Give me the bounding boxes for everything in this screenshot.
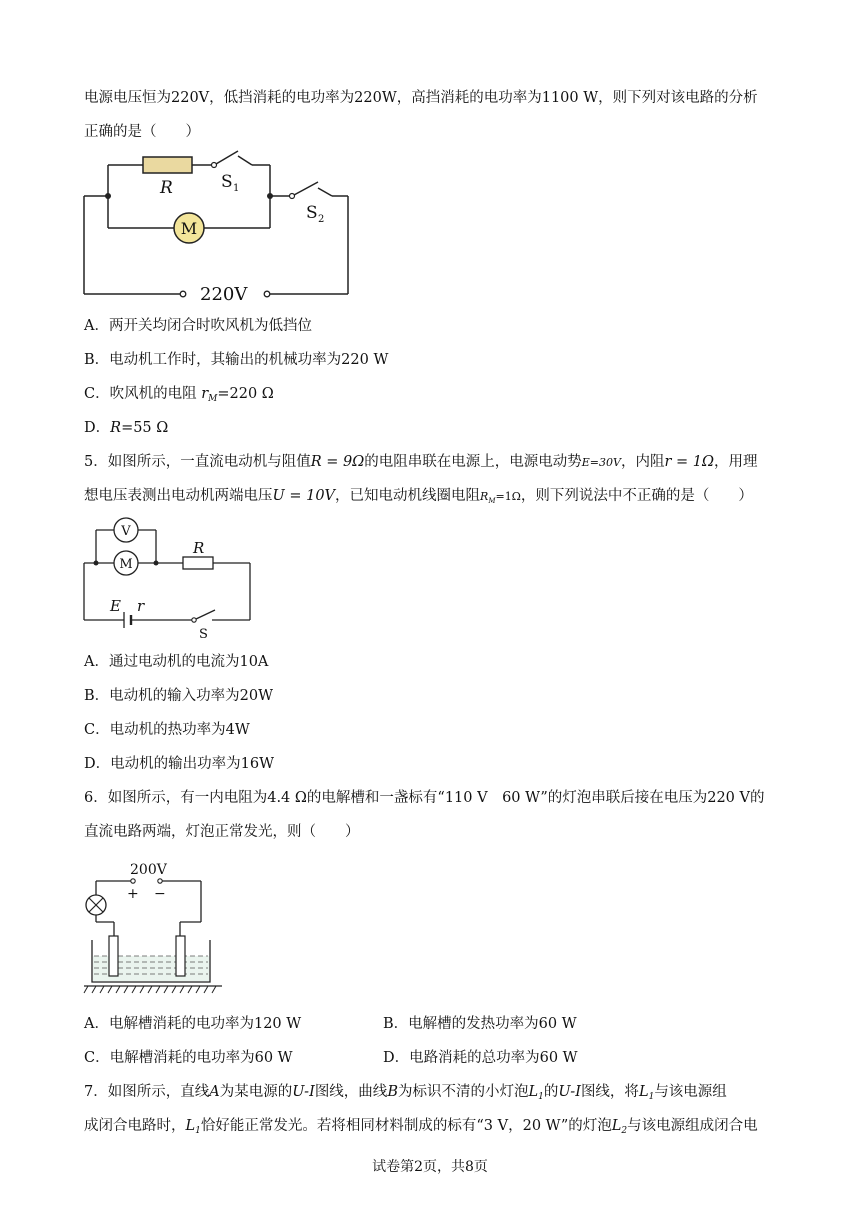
q7-line-a-symbol: A bbox=[209, 1084, 220, 1100]
q6-terminal-plus bbox=[131, 879, 135, 883]
q7-text-e: 的 bbox=[543, 1084, 559, 1100]
q4-motor-label: M bbox=[180, 219, 198, 238]
q4-option-c-prefix: C．吹风机的电阻 bbox=[84, 386, 202, 402]
q7-stem-line1 bbox=[84, 1082, 727, 1107]
q7-text-c: 图线，曲线 bbox=[314, 1084, 388, 1100]
q7-l1-sub: 1 bbox=[538, 1092, 544, 1102]
q4-resistor-label: R bbox=[160, 178, 173, 198]
q7-l2-symbol: L bbox=[611, 1118, 622, 1134]
q7-l1-sub-3: 1 bbox=[195, 1126, 201, 1136]
q7-ui-symbol-2: U-I bbox=[558, 1084, 581, 1100]
q4-s2-sub: 2 bbox=[318, 214, 325, 225]
q6-electrode-left bbox=[109, 936, 118, 976]
q5-internal-r-value: r = 1Ω bbox=[664, 454, 715, 470]
q4-option-d-var: R bbox=[110, 420, 122, 436]
q7-l1-sub-2: 1 bbox=[648, 1092, 655, 1102]
q6-stem-line2: 直流电路两端，灯泡正常发光，则（ ） bbox=[84, 824, 360, 840]
q7-text-b: 为某电源的 bbox=[219, 1084, 293, 1100]
q7-text-d: 为标识不清的小灯泡 bbox=[397, 1084, 529, 1100]
q5-emf-label: E bbox=[110, 597, 121, 615]
q4-s1-label: S bbox=[221, 172, 233, 192]
q5-motor-label: M bbox=[119, 557, 133, 572]
q6-terminal-minus bbox=[158, 879, 162, 883]
q6-option-c: C．电解槽消耗的电功率为60 W bbox=[84, 1050, 293, 1066]
q6-voltage-label: 200V bbox=[130, 862, 167, 878]
q7-curve-b-symbol: B bbox=[387, 1084, 398, 1100]
q6-ground-hatch bbox=[84, 986, 216, 993]
q6-option-b: B．电解槽的发热功率为60 W bbox=[383, 1016, 577, 1032]
q5-option-b: B．电动机的输入功率为20W bbox=[84, 688, 274, 704]
q5-text-c: ，内阻 bbox=[620, 454, 665, 470]
q4-option-d-prefix: D． bbox=[84, 420, 111, 436]
q5-rm-value: =1Ω bbox=[495, 490, 521, 503]
q4-s2-label: S bbox=[306, 203, 318, 223]
q5-rm-symbol: R bbox=[480, 490, 489, 503]
q5-voltmeter-label: V bbox=[121, 524, 131, 539]
q7-l1-symbol: L bbox=[528, 1084, 539, 1100]
q5-emf-value: E=30V bbox=[581, 456, 621, 469]
q4-stem-line1: 电源电压恒为220V，低挡消耗的电功率为220W，高挡消耗的电功率为1100 W，则下列对该电路的分析 bbox=[84, 90, 758, 106]
q5-resistor-label: R bbox=[193, 539, 205, 557]
q7-l1-symbol-2: L bbox=[638, 1084, 649, 1100]
q4-stem-line2: 正确的是（ ） bbox=[84, 124, 200, 140]
q4-option-b: B．电动机工作时，其输出的机械功率为220 W bbox=[84, 352, 389, 368]
q7-text-h: 成闭合电路时， bbox=[84, 1118, 186, 1134]
q5-text-a: 5．如图所示，一直流电动机与阻值 bbox=[84, 454, 311, 470]
q5-text-f: ，已知电动机线圈电阻 bbox=[335, 488, 481, 504]
q5-rm-sub: M bbox=[488, 497, 496, 505]
page-footer: 试卷第2页，共8页 bbox=[372, 1159, 488, 1175]
q4-option-d-suffix: =55 Ω bbox=[121, 420, 169, 436]
q7-l2-sub: 2 bbox=[621, 1126, 628, 1136]
q5-text-d: ，用理 bbox=[714, 454, 758, 470]
q5-option-c: C．电动机的热功率为4W bbox=[84, 722, 250, 738]
q7-l1-symbol-3: L bbox=[185, 1118, 196, 1134]
q5-internal-r-label: r bbox=[137, 597, 145, 615]
q6-plus-sign: + bbox=[127, 886, 139, 902]
q6-minus-sign: − bbox=[154, 886, 166, 902]
q7-text-j: 与该电源组成闭合电 bbox=[627, 1118, 758, 1134]
q6-option-a: A．电解槽消耗的电功率为120 W bbox=[84, 1016, 302, 1032]
q7-stem-line2 bbox=[84, 1116, 758, 1141]
q4-option-c-suffix: =220 Ω bbox=[217, 386, 274, 402]
q7-text-f: 图线，将 bbox=[580, 1084, 639, 1100]
q5-switch-label: S bbox=[199, 627, 208, 642]
q4-option-c-var: r bbox=[201, 386, 209, 402]
q4-s1-sub: 1 bbox=[233, 183, 240, 194]
q5-r-value: R = 9Ω bbox=[310, 454, 365, 470]
q4-option-c-sub: M bbox=[208, 394, 218, 404]
q5-text-e: 想电压表测出电动机两端电压 bbox=[84, 488, 273, 504]
q4-voltage-label: 220V bbox=[200, 284, 248, 305]
q6-stem-line1: 6．如图所示，有一内电阻为4.4 Ω的电解槽和一盏标有“110 V 60 W”的灯泡串联后接在电压为220 V的 bbox=[84, 790, 765, 806]
q7-ui-symbol: U-I bbox=[292, 1084, 315, 1100]
q6-electrode-right bbox=[176, 936, 185, 976]
q5-option-a: A．通过电动机的电流为10A bbox=[84, 654, 269, 670]
q5-u-value: U = 10V bbox=[272, 488, 336, 504]
q5-text-b: 的电阻串联在电源上，电源电动势 bbox=[364, 454, 582, 470]
q7-text-a: 7．如图所示，直线 bbox=[84, 1084, 210, 1100]
q6-option-d: D．电路消耗的总功率为60 W bbox=[383, 1050, 578, 1066]
q5-text-g: ，则下列说法中不正确的是（ ） bbox=[520, 488, 753, 504]
q5-option-d: D．电动机的输出功率为16W bbox=[84, 756, 274, 772]
q7-text-g: 与该电源组 bbox=[654, 1084, 727, 1100]
q7-text-i: 恰好能正常发光。若将相同材料制成的标有“3 V，20 W”的灯泡 bbox=[200, 1118, 612, 1134]
q4-option-a: A．两开关均闭合时吹风机为低挡位 bbox=[84, 318, 312, 334]
